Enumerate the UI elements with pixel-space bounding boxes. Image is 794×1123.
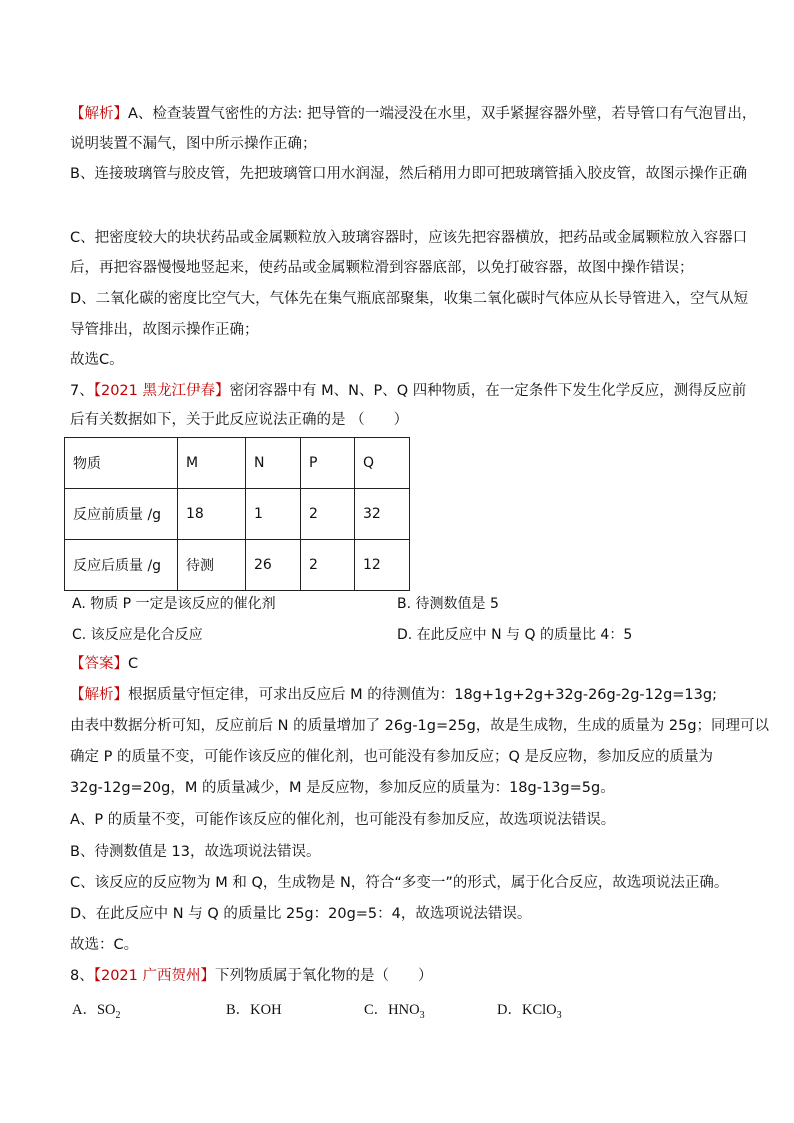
q7-stem-line1: 7、【2021 黑龙江伊春】密闭容器中有 M、N、P、Q 四种物质，在一定条件下发生化学反应，测得反应前 <box>70 383 747 399</box>
table-cell: 18 <box>178 489 246 540</box>
table-cell: 反应前质量 /g <box>65 489 178 540</box>
q6-analysis-d-line1: D、二氧化碳的密度比空气大，气体先在集气瓶底部聚集，收集二氧化碳时气体应从长导管进入，空气从短 <box>70 291 749 307</box>
analysis-tag: 【解析】 <box>70 106 128 122</box>
q7-stem-line2: 后有关数据如下，关于此反应说法正确的是 （ ） <box>70 412 409 428</box>
table-row <box>65 489 410 540</box>
table-header-cell: Q <box>355 438 410 489</box>
q8-option-b: B．KOH <box>226 1002 282 1018</box>
table-cell: 反应后质量 /g <box>65 540 178 591</box>
table-header-cell: N <box>246 438 301 489</box>
table-cell: 12 <box>355 540 410 591</box>
q7-analysis-line5: A、P 的质量不变，可能作该反应的催化剂，也可能没有参加反应，故选项说法错误。 <box>70 812 616 828</box>
q7-option-b: B. 待测数值是 5 <box>397 596 499 612</box>
table-header-cell: P <box>301 438 355 489</box>
analysis-tag: 【解析】 <box>70 687 128 703</box>
table-row <box>65 438 410 489</box>
q7-option-a: A. 物质 P 一定是该反应的催化剂 <box>72 596 276 612</box>
table-row <box>65 540 410 591</box>
q7-analysis-line4: 32g-12g=20g，M 的质量减少，M 是反应物，参加反应的质量为：18g-13g=5g。 <box>70 780 615 796</box>
q6-analysis-c-line2: 后，再把容器慢慢地竖起来，使药品或金属颗粒滑到容器底部，以免打破容器，故图中操作错误； <box>70 260 694 276</box>
q7-option-c: C. 该反应是化合反应 <box>72 627 203 643</box>
table-cell: 1 <box>246 489 301 540</box>
q6-choice: 故选C。 <box>70 352 124 368</box>
q7-data-table <box>64 437 410 591</box>
answer-tag: 【答案】 <box>70 656 128 672</box>
q7-analysis-line6: B、待测数值是 13，故选项说法错误。 <box>70 844 321 860</box>
q8-option-d: D．KClO$_3$ <box>497 1002 562 1021</box>
table-header-cell: M <box>178 438 246 489</box>
q6-analysis-b-line: B、连接玻璃管与胶皮管，先把玻璃管口用水润湿，然后稍用力即可把玻璃管插入胶皮管，故图示操作正确 <box>70 166 747 182</box>
q8-option-a: A．$SO_2$ <box>72 1002 121 1021</box>
q7-source: 【2021 黑龙江伊春】 <box>93 383 230 399</box>
table-cell: 2 <box>301 489 355 540</box>
table-header-cell: 物质 <box>65 438 178 489</box>
q7-analysis-line8: D、在此反应中 N 与 Q 的质量比 25g：20g=5：4，故选项说法错误。 <box>70 906 532 922</box>
q7-choice: 故选：C。 <box>70 937 139 953</box>
q7-analysis-line1: 【解析】根据质量守恒定律，可求出反应后 M 的待测值为：18g+1g+2g+32g-26g-2g-12g=13g; <box>70 687 717 703</box>
q8-source: 【2021 广西贺州】 <box>93 968 215 984</box>
table-cell: 待测 <box>178 540 246 591</box>
q7-analysis-line2: 由表中数据分析可知，反应前后 N 的质量增加了 26g-1g=25g，故是生成物，生成的质量为 25g；同理可以 <box>70 718 770 734</box>
q6-analysis-d-line2: 导管排出，故图示操作正确； <box>70 322 259 338</box>
q8-option-c: C．$HNO_3$ <box>364 1002 425 1021</box>
table-cell: 26 <box>246 540 301 591</box>
q7-analysis-line3: 确定 P 的质量不变，可能作该反应的催化剂，也可能没有参加反应；Q 是反应物，参加反应的质量为 <box>70 749 713 765</box>
table-cell: 2 <box>301 540 355 591</box>
q7-option-d: D. 在此反应中 N 与 Q 的质量比 4：5 <box>397 627 633 643</box>
q6-analysis-c-line1: C、把密度较大的块状药品或金属颗粒放入玻璃容器时，应该先把容器横放，把药品或金属颗粒放入容器口 <box>70 230 748 246</box>
q8-stem: 8、【2021 广西贺州】下列物质属于氧化物的是（ ） <box>70 968 433 984</box>
q7-analysis-line7: C、该反应的反应物为 M 和 Q，生成物是 N，符合“多变一”的形式，属于化合反应，故选项说法正确。 <box>70 875 729 891</box>
q7-answer: 【答案】C <box>70 656 139 672</box>
table-cell: 32 <box>355 489 410 540</box>
q6-analysis-a-line1: 【解析】A、检查装置气密性的方法: 把导管的一端浸没在水里，双手紧握容器外壁，若导管口有气泡冒出， <box>70 106 757 122</box>
q6-analysis-a-line2: 说明装置不漏气，图中所示操作正确； <box>70 136 317 152</box>
